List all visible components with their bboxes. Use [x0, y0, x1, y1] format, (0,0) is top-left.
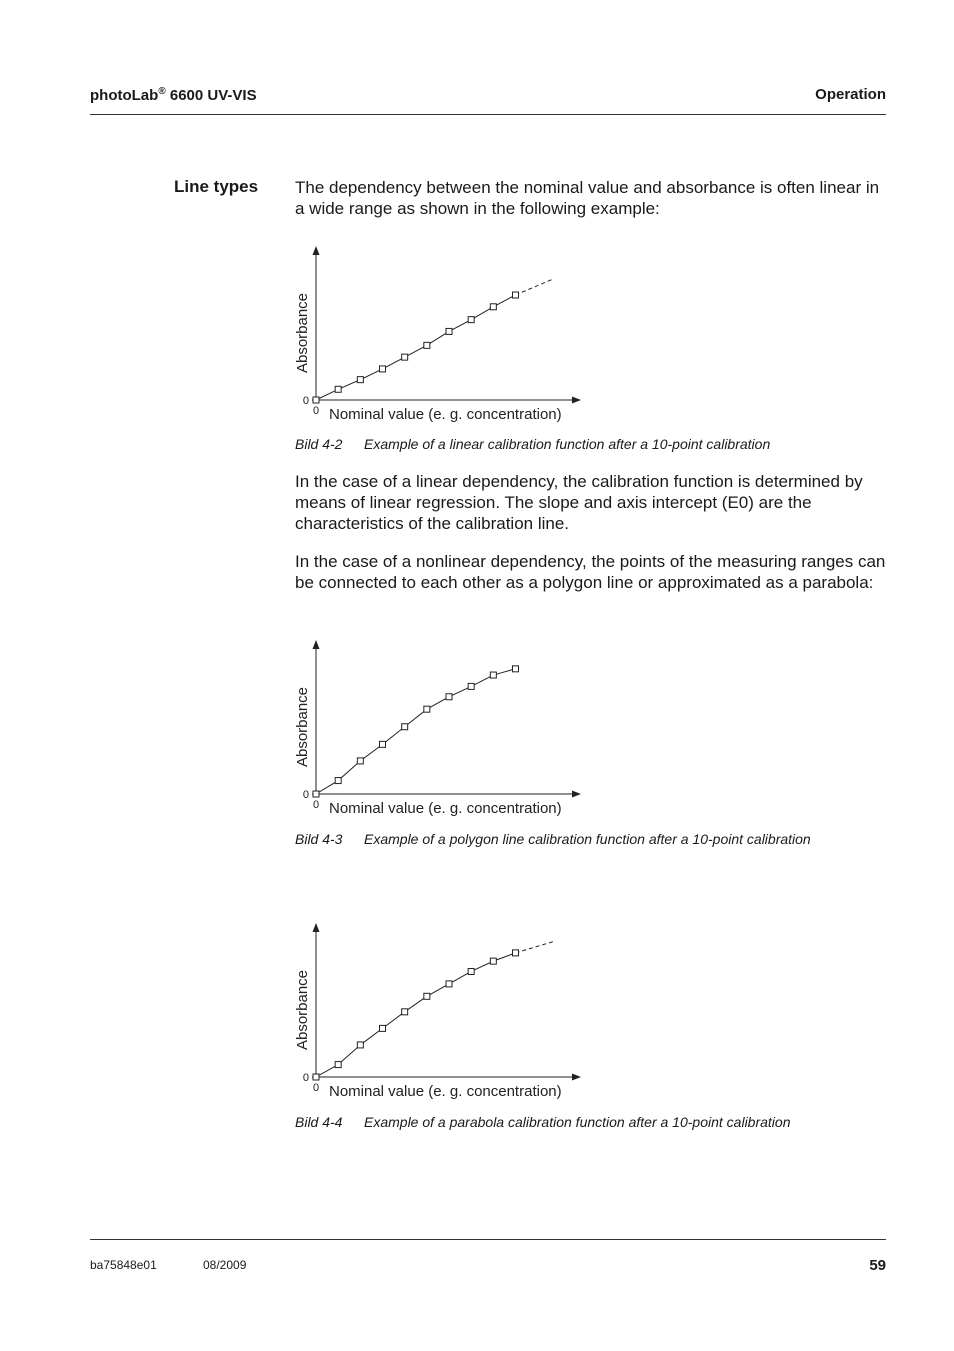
data-point-marker	[490, 958, 496, 964]
data-point-marker	[313, 397, 319, 403]
data-point-marker	[335, 1062, 341, 1068]
y-axis-arrow	[313, 640, 320, 649]
paragraph-linear: In the case of a linear dependency, the calibration function is determined by means of linear regression. The slope and axis intercept (E0) are the characteristics of the calibration line.	[295, 472, 863, 533]
x-axis-arrow	[572, 397, 581, 404]
y-axis-label: Absorbance	[294, 969, 311, 1051]
data-point-marker	[402, 354, 408, 360]
product-name: photoLab	[90, 87, 159, 104]
x-axis-arrow	[572, 1074, 581, 1081]
data-point-marker	[446, 981, 452, 987]
data-point-marker	[335, 778, 341, 784]
data-point-marker	[313, 1074, 319, 1080]
x-origin-label: 0	[312, 1082, 320, 1094]
figure-number: Bild 4-2	[295, 436, 343, 452]
x-axis-label: Nominal value (e. g. concentration)	[329, 800, 562, 817]
data-point-marker	[357, 1042, 363, 1048]
data-point-marker	[402, 724, 408, 730]
y-axis-arrow	[313, 923, 320, 932]
extrapolation-line	[516, 942, 554, 953]
polygon-calibration-chart	[285, 634, 595, 820]
figure-number: Bild 4-4	[295, 1114, 343, 1130]
data-point-marker	[357, 377, 363, 383]
data-point-marker	[357, 758, 363, 764]
data-point-marker	[380, 741, 386, 747]
parabola-calibration-chart	[285, 917, 595, 1103]
y-axis-arrow	[313, 246, 320, 255]
section-heading: Line types	[174, 177, 259, 196]
x-axis-label: Nominal value (e. g. concentration)	[329, 406, 562, 423]
x-axis-label: Nominal value (e. g. concentration)	[329, 1083, 562, 1100]
calibration-line	[316, 669, 516, 794]
running-header-product	[90, 86, 257, 104]
footer-rule	[90, 1239, 886, 1240]
x-origin-label: 0	[312, 405, 320, 417]
data-point-marker	[380, 366, 386, 372]
figure-caption-polygon	[295, 831, 811, 847]
data-point-marker	[335, 386, 341, 392]
data-point-marker	[424, 342, 430, 348]
y-origin-label: 0	[302, 789, 309, 801]
figure-caption-text: Example of a linear calibration function after a 10-point calibration	[364, 436, 771, 452]
data-point-marker	[513, 950, 519, 956]
page-number: 59	[869, 1257, 886, 1274]
data-point-marker	[380, 1025, 386, 1031]
registered-mark: ®	[158, 86, 166, 97]
data-point-marker	[402, 1009, 408, 1015]
data-point-marker	[513, 666, 519, 672]
header-rule	[90, 114, 886, 115]
data-point-marker	[490, 672, 496, 678]
data-point-marker	[468, 968, 474, 974]
data-point-marker	[468, 317, 474, 323]
figure-caption-linear	[295, 436, 770, 452]
data-point-marker	[468, 683, 474, 689]
data-point-marker	[446, 328, 452, 334]
calibration-line	[316, 953, 516, 1077]
linear-calibration-chart	[285, 240, 595, 426]
footer-date: 08/2009	[203, 1258, 247, 1272]
figure-caption-parabola	[295, 1114, 790, 1130]
data-point-marker	[446, 694, 452, 700]
paragraph-nonlinear: In the case of a nonlinear dependency, the points of the measuring ranges can be connected to each other as a polygon line or approximated as a parabola:	[295, 552, 886, 592]
x-axis-arrow	[572, 791, 581, 798]
extrapolation-line	[516, 279, 554, 295]
y-axis-label: Absorbance	[294, 292, 311, 374]
calibration-line	[316, 295, 516, 400]
product-model: 6600 UV-VIS	[165, 87, 257, 104]
data-point-marker	[313, 791, 319, 797]
data-point-marker	[513, 292, 519, 298]
figure-caption-text: Example of a parabola calibration function after a 10-point calibration	[364, 1114, 791, 1130]
paragraph-intro: The dependency between the nominal value and absorbance is often linear in a wide range as shown in the following example:	[295, 178, 880, 218]
data-point-marker	[424, 993, 430, 999]
data-point-marker	[424, 706, 430, 712]
figure-number: Bild 4-3	[295, 831, 343, 847]
running-header-section: Operation	[815, 86, 886, 103]
x-origin-label: 0	[312, 799, 320, 811]
figure-caption-text: Example of a polygon line calibration function after a 10-point calibration	[364, 831, 811, 847]
y-origin-label: 0	[302, 395, 309, 407]
footer-doc-id: ba75848e01	[90, 1258, 157, 1272]
data-point-marker	[490, 304, 496, 310]
y-origin-label: 0	[302, 1072, 309, 1084]
y-axis-label: Absorbance	[294, 686, 311, 768]
